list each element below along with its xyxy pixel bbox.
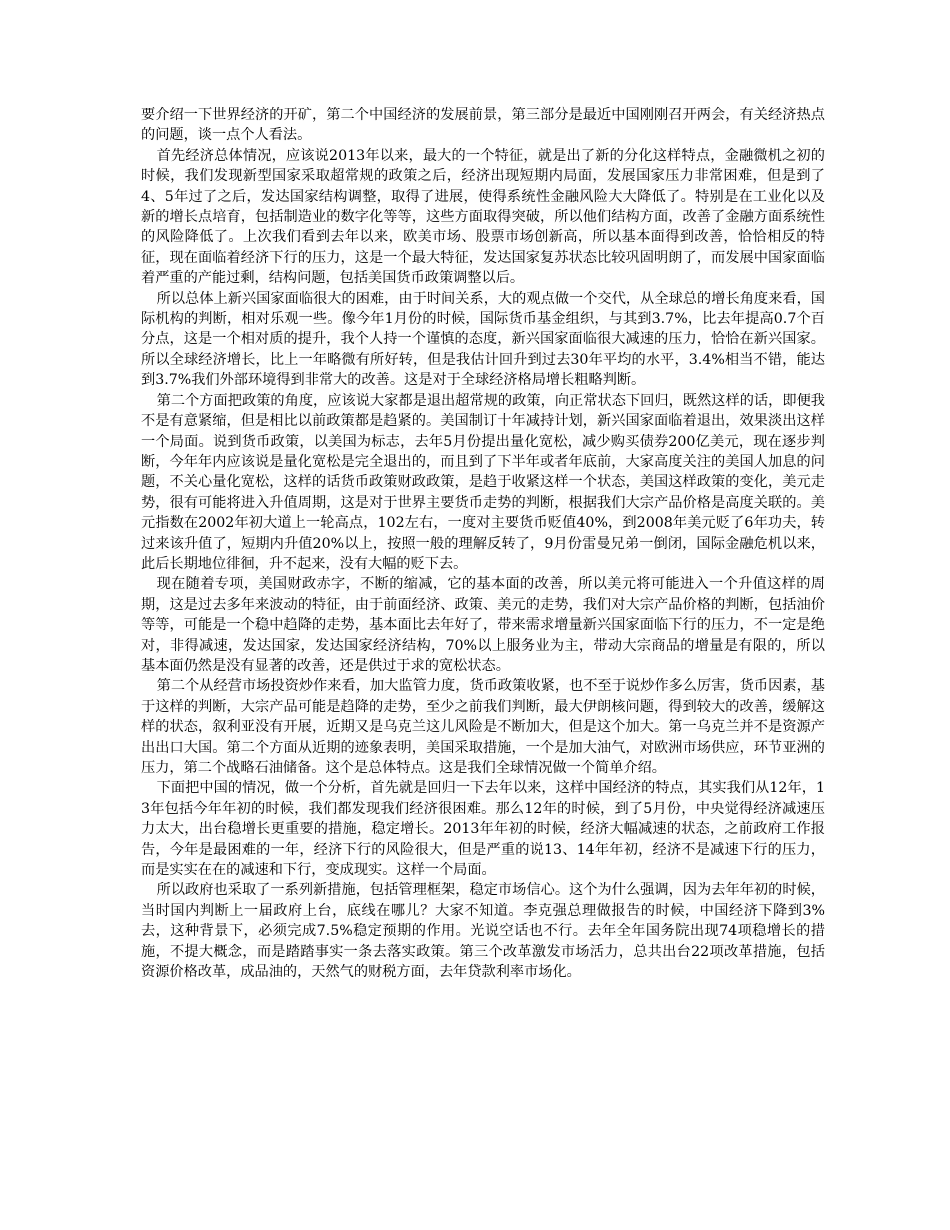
paragraph-2: 首先经济总体情况，应该说2013年以来，最大的一个特征，就是出了新的分化这样特点，金融微机之初的时候，我们发现新型国家采取超常规的政策之后，经济出现短期内局面，发展国家压力非常困难，但是到了4、5年过了之后，发达国家结构调整，取得了进展，使得系统性金融风险大大降低了。特别是在工业化以及新的增长点培育，包括制造业的数字化等等，这些方面取得突破，所以他们结构方面，改善了金融方面系统性的风险降低了。上次我们看到去年以来，欧美市场、股票市场创新高，所以基本面得到改善，恰恰相反的特征，现在面临着经济下行的压力，这是一个最大特征，发达国家复苏状态比较巩固明朗了，而发展中国家面临着严重的产能过剩，结构问题，包括美国货币政策调整以后。: [141, 147, 825, 287]
paragraph-4: 第二个方面把政策的角度，应该说大家都是退出超常规的政策，向正常状态下回归，既然这样的话，即便我不是有意紧缩，但是相比以前政策都是趋紧的。美国制订十年减持计划，新兴国家面临着退出，效果淡出这样一个局面。说到货币政策，以美国为标志，去年5月份提出量化宽松，减少购买债券200亿美元，现在逐步判断，今年年内应该说是量化宽松是完全退出的，而且到了下半年或者年底前，大家高度关注的美国人加息的问题，不关心量化宽松，这样的话货币政策财政政策，是趋于收紧这样一个状态，美国这样政策的变化，美元走势，很有可能将进入升值周期，这是对于世界主要货币走势的判断，根据我们大宗产品价格是高度关联的。美元指数在2002年初大道上一轮高点，102左右，一度对主要货币贬值40%，到2008年美元贬了6年功夫，转过来该升值了，短期内升值20%以上，按照一般的理解反转了，9月份雷曼兄弟一倒闭，国际金融危机以来，此后长期地位徘徊，升不起来，没有大幅的贬下去。: [141, 392, 825, 572]
paragraph-5: 现在随着专项，美国财政赤字，不断的缩减，它的基本面的改善，所以美元将可能进入一个升值这样的周期，这是过去多年来波动的特征，由于前面经济、政策、美元的走势，我们对大宗产品价格的判断，包括油价等等，可能是一个稳中趋降的走势，基本面比去年好了，带来需求增量新兴国家面临下行的压力，不一定是绝对，非得减速，发达国家，发达国家经济结构，70%以上服务业为主，带动大宗商品的增量是有限的，所以基本面仍然是没有显著的改善，还是供过于求的宽松状态。: [141, 576, 825, 674]
paragraph-1: 要介绍一下世界经济的开矿，第二个中国经济的发展前景，第三部分是最近中国刚刚召开两会，有关经济热点的问题，谈一点个人看法。: [141, 107, 825, 144]
paragraph-3: 所以总体上新兴国家面临很大的困难，由于时间关系，大的观点做一个交代，从全球总的增长角度来看，国际机构的判断，相对乐观一些。像今年1月份的时候，国际货币基金组织，与其到3.7%，比去年提高0.7个百分点，这是一个相对质的提升，我个人持一个谨慎的态度，新兴国家面临很大减速的压力，恰恰在新兴国家。所以全球经济增长，比上一年略微有所好转，但是我估计回升到过去30年平均的水平，3.4%相当不错，能达到3.7%我们外部环境得到非常大的改善。这是对于全球经济格局增长粗略判断。: [141, 290, 825, 389]
paragraph-7: 下面把中国的情况，做一个分析，首先就是回归一下去年以来，这样中国经济的特点，其实我们从12年，13年包括今年年初的时候，我们都发现我们经济很困难。那么12年的时候，到了5月份，中央觉得经济减速压力太大，出台稳增长更重要的措施，稳定增长。2013年年初的时候，经济大幅减速的状态，之前政府工作报告，今年是最困难的一年，经济下行的风险很大，但是严重的说13、14年年初，经济不是减速下行的压力，而是实实在在的减速和下行，变成现实。这样一个局面。: [141, 780, 825, 879]
paragraph-6: 第二个从经营市场投资炒作来看，加大监管力度，货币政策收紧，也不至于说炒作多么厉害，货币因素，基于这样的判断，大宗产品可能是趋降的走势，至少之前我们判断，最大伊朗核问题，得到较大的改善，缓解这样的状态，叙利亚没有开展，近期又是乌克兰这儿风险是不断加大，但是这个加大。第一乌克兰并不是资源产出出口大国。第二个方面从近期的迹象表明，美国采取措施，一个是加大油气，对欧洲市场供应，环节亚洲的压力，第二个战略石油储备。这个是总体特点。这是我们全球情况做一个简单介绍。: [141, 678, 825, 776]
paragraph-8: 所以政府也采取了一系列新措施，包括管理框架，稳定市场信心。这个为什么强调，因为去年年初的时候，当时国内判断上一届政府上台，底线在哪儿？大家不知道。李克强总理做报告的时候，中国经济下降到3%去，这种背景下，必须完成7.5%稳定预期的作用。光说空话也不行。去年全年国务院出现74项稳增长的措施，不提大概念，而是踏踏事实一条去落实政策。第三个改革激发市场活力，总共出台22项改革措施，包括资源价格改革，成品油的，天然气的财税方面，去年贷款利率市场化。: [141, 882, 825, 981]
document-body: [141, 105, 825, 982]
